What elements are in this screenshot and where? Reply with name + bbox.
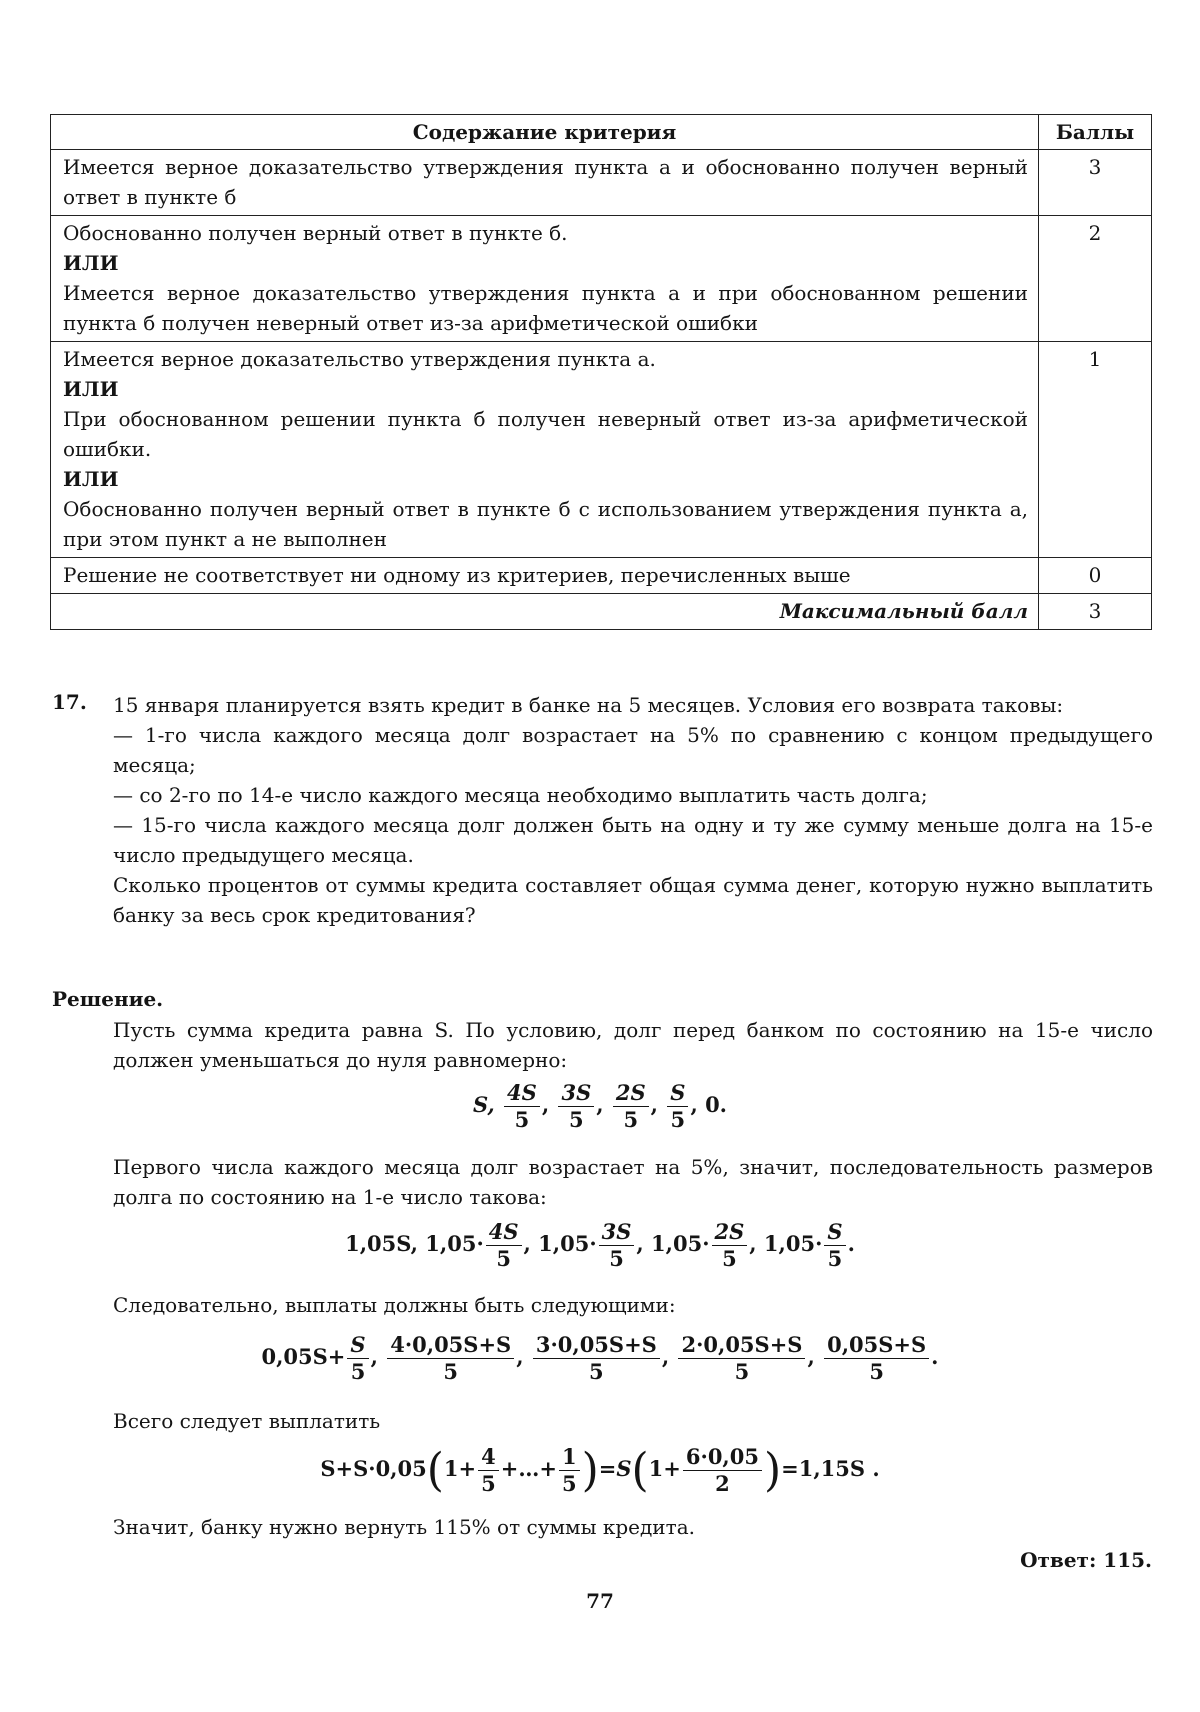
fraction-numerator: S: [824, 1219, 845, 1246]
formula-term: 0.: [705, 1092, 727, 1117]
problem-intro: 15 января планируется взять кредит в банке на 5 месяцев. Условия его возврата таковы:: [113, 693, 1064, 717]
criteria-text: [51, 150, 1039, 216]
formula-term: 1+: [648, 1456, 681, 1481]
fraction-denominator: 5: [350, 1359, 366, 1384]
fraction-numerator: 3·0,05S+S: [533, 1332, 660, 1359]
fraction: [678, 1332, 805, 1385]
fraction-numerator: 0,05S+S: [824, 1332, 929, 1359]
formula-term: 1,05S,: [345, 1231, 418, 1256]
criteria-or: ИЛИ: [63, 467, 119, 491]
criteria-table: [50, 114, 1152, 630]
fraction-numerator: 4·0,05S+S: [387, 1332, 514, 1359]
criteria-line: Решение не соответствует ни одному из критериев, перечисленных выше: [63, 563, 851, 587]
fraction-denominator: 5: [670, 1107, 686, 1132]
criteria-line: Обоснованно получен верный ответ в пункте б с использованием утверждения пункта а, при этом пункт а не выполнен: [63, 497, 1028, 551]
left-paren: (: [631, 1443, 649, 1497]
fraction-denominator: 5: [561, 1471, 577, 1496]
fraction: [667, 1080, 688, 1133]
fraction: [599, 1219, 635, 1272]
formula-term: =S: [598, 1456, 632, 1481]
formula-debt-first-day: 1,05S, 1,05· $\frac{4S}{5}$ , 1,05· $\frac{3S}{5}$ , 1,05· $\frac{2S}{5}$ , 1,05· $\frac{S}{5}$ .: [345, 1219, 855, 1271]
criteria-points: 3: [1039, 150, 1152, 216]
fraction-numerator: 2S: [712, 1219, 748, 1246]
solution-paragraph: Первого числа каждого месяца долг возрастает на 5%, значит, последовательность размеров долга по состоянию на 1-е число такова:: [113, 1155, 1153, 1209]
criteria-line: При обоснованном решении пункта б получен неверный ответ из-за арифметической ошибки.: [63, 407, 1028, 461]
solution-paragraph: Пусть сумма кредита равна S. По условию, долг перед банком по состоянию на 15-е число должен уменьшаться до нуля равномерно:: [113, 1018, 1153, 1072]
fraction-numerator: 2·0,05S+S: [678, 1332, 805, 1359]
fraction: [824, 1219, 845, 1272]
fraction-denominator: 2: [715, 1471, 730, 1496]
max-score-value: 3: [1039, 594, 1152, 630]
fraction-denominator: 5: [623, 1107, 639, 1132]
criteria-or: ИЛИ: [63, 377, 119, 401]
fraction: [347, 1332, 368, 1385]
criteria-row: [51, 342, 1152, 558]
max-score-label: Максимальный балл: [51, 594, 1039, 630]
problem-statement: [113, 690, 1153, 930]
fraction-denominator: 5: [609, 1246, 624, 1271]
formula-term: =1,15S .: [781, 1456, 880, 1481]
fraction-denominator: 5: [481, 1471, 496, 1496]
criteria-line: Имеется верное доказательство утверждения пункта а.: [63, 347, 656, 371]
fraction: [486, 1219, 522, 1272]
fraction: [613, 1080, 649, 1133]
criteria-row: [51, 558, 1152, 594]
fraction: [387, 1332, 514, 1385]
criteria-text: [51, 558, 1039, 594]
fraction-denominator: 5: [569, 1107, 584, 1132]
problem-condition: — 15-го числа каждого месяца долг должен быть на одну и ту же сумму меньше долга на 15-е число предыдущего месяца.: [113, 813, 1153, 867]
right-paren: ): [581, 1443, 599, 1497]
fraction: [558, 1080, 594, 1133]
criteria-row: [51, 216, 1152, 342]
criteria-content-header: Содержание критерия: [51, 115, 1039, 150]
solution-conclusion: Значит, банку нужно вернуть 115% от суммы кредита.: [113, 1515, 695, 1539]
formula-term: S+S·0,05: [320, 1456, 427, 1481]
fraction: [712, 1219, 748, 1272]
formula-term: S,: [473, 1092, 495, 1117]
criteria-row: [51, 150, 1152, 216]
criteria-max-row: [51, 594, 1152, 630]
fraction-denominator: 5: [827, 1246, 843, 1271]
fraction-denominator: 5: [734, 1359, 750, 1384]
fraction: [824, 1332, 929, 1385]
right-paren: ): [763, 1443, 782, 1497]
fraction-numerator: 1: [559, 1444, 580, 1471]
fraction-numerator: 4: [478, 1444, 499, 1471]
solution-paragraph: Всего следует выплатить: [113, 1409, 381, 1433]
fraction-denominator: 5: [443, 1359, 459, 1384]
criteria-header-row: [51, 115, 1152, 150]
formula-payments: 0,05S+ $\frac{S}{5}$ , $\frac{4\cdot 0,05S+S}{5}$ , $\frac{3\cdot 0,05S+S}{5}$ , $\frac{2\cdot 0,05S+S}{5}$ , $\frac{0,05S+S}{5}$ .: [261, 1332, 939, 1384]
fraction-denominator: 5: [589, 1359, 604, 1384]
formula-term: 1,05·: [425, 1231, 484, 1256]
formula-term: 1,05·: [538, 1231, 597, 1256]
fraction-numerator: 4S: [486, 1219, 522, 1246]
problem-condition: — со 2-го по 14-е число каждого месяца необходимо выплатить часть долга;: [113, 783, 928, 807]
fraction: [559, 1444, 580, 1497]
left-paren: (: [426, 1443, 444, 1497]
fraction: [504, 1080, 540, 1133]
criteria-line: Обоснованно получен верный ответ в пункте б.: [63, 221, 568, 245]
solution-paragraph: Следовательно, выплаты должны быть следующими:: [113, 1293, 676, 1317]
criteria-points: 1: [1039, 342, 1152, 558]
page-number: 77: [586, 1589, 614, 1613]
fraction-numerator: 6·0,05: [683, 1444, 762, 1471]
problem-number: 17.: [52, 690, 87, 714]
fraction-numerator: S: [667, 1080, 688, 1107]
fraction-numerator: 3S: [558, 1080, 594, 1107]
criteria-line: Имеется верное доказательство утверждения пункта а и обоснованно получен верный ответ в пункте б: [63, 155, 1028, 209]
fraction-denominator: 5: [869, 1359, 884, 1384]
fraction: [533, 1332, 660, 1385]
answer: Ответ: 115.: [1020, 1548, 1152, 1572]
formula-total: [0, 1444, 1200, 1497]
fraction-numerator: 4S: [504, 1080, 540, 1107]
criteria-points: 0: [1039, 558, 1152, 594]
fraction-numerator: 3S: [599, 1219, 635, 1246]
formula-term: +…+: [500, 1456, 557, 1481]
problem-question: Сколько процентов от суммы кредита составляет общая сумма денег, которую нужно выплатить банку за весь срок кредитования?: [113, 873, 1153, 927]
criteria-line: Имеется верное доказательство утверждения пункта а и при обоснованном решении пункта б получен неверный ответ из-за арифметической ошибки: [63, 281, 1028, 335]
fraction: [683, 1444, 762, 1497]
fraction-numerator: S: [347, 1332, 368, 1359]
fraction-denominator: 5: [496, 1246, 511, 1271]
solution-title: Решение.: [52, 987, 164, 1011]
problem-condition: — 1-го числа каждого месяца долг возрастает на 5% по сравнению с концом предыдущего месяца;: [113, 723, 1153, 777]
criteria-text: [51, 342, 1039, 558]
criteria-text: [51, 216, 1039, 342]
criteria-or: ИЛИ: [63, 251, 119, 275]
criteria-points-header: Баллы: [1039, 115, 1152, 150]
fraction-denominator: 5: [722, 1246, 737, 1271]
formula-term: 0,05S+: [261, 1344, 346, 1369]
formula-term: 1,05·: [763, 1231, 823, 1256]
fraction-denominator: 5: [514, 1107, 530, 1132]
fraction-numerator: 2S: [613, 1080, 649, 1107]
formula-term: 1,05·: [651, 1231, 710, 1256]
formula-debt-sequence: S, $\frac{4S}{5}$ , $\frac{3S}{5}$ , $\frac{2S}{5}$ , $\frac{S}{5}$ , 0.: [473, 1080, 727, 1132]
criteria-points: 2: [1039, 216, 1152, 342]
fraction: [478, 1444, 499, 1497]
formula-term: 1+: [443, 1456, 477, 1481]
